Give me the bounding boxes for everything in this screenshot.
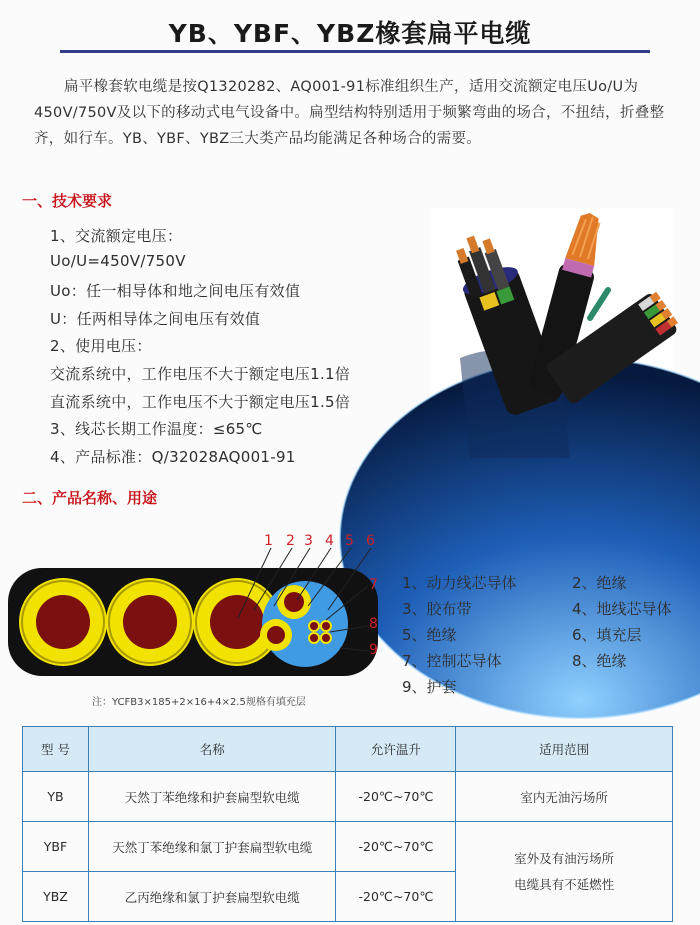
legend-item: 1、动力线芯导体 — [402, 574, 517, 592]
diagram-number: 3 — [304, 533, 313, 549]
cable-product-photo — [430, 208, 674, 458]
spec-line: 直流系统中，工作电压不大于额定电压1.5倍 — [50, 393, 351, 411]
title-rule — [60, 50, 650, 53]
power-core — [106, 578, 194, 666]
legend-item: 3、胶布带 — [402, 600, 472, 618]
legend-item: 5、绝缘 — [402, 626, 457, 644]
scope-cell: 室内无油污场所 — [456, 772, 673, 822]
spec-line: 交流系统中，工作电压不大于额定电压1.1倍 — [50, 365, 351, 383]
legend-item: 4、地线芯导体 — [572, 600, 672, 618]
model-cell: YB — [23, 772, 89, 822]
diagram-number: 8 — [369, 616, 378, 632]
spec-line: 2、使用电压： — [50, 337, 152, 355]
table-header: 名称 — [88, 727, 336, 772]
name-cell: 乙丙绝缘和氯丁护套扁型软电缆 — [88, 872, 336, 922]
table-row — [23, 772, 673, 822]
diagram-number: 7 — [369, 577, 378, 593]
spec-line: 1、交流额定电压： — [50, 227, 183, 245]
diagram-number: 4 — [325, 533, 334, 549]
legend-item: 9、护套 — [402, 678, 457, 696]
diagram-number: 6 — [366, 533, 375, 549]
diagram-note: 注：YCFB3×185+2×16+4×2.5规格有填充层 — [92, 697, 306, 708]
scope-cell — [456, 822, 673, 922]
scope-line: 室外及有油污场所 — [514, 850, 615, 866]
table-header: 型 号 — [23, 727, 89, 772]
diagram-number: 1 — [264, 533, 273, 549]
intro-paragraph: 扁平橡套软电缆是按Q1320282、AQ001-91标准组织生产，适用交流额定电压Uo/U为450V/750V及以下的移动式电气设备中。扁型结构特别适用于频繁弯曲的场合，不扭结，折叠整齐，如行车。YB、YBF、YBZ三大类产品均能满足各种场合的需要。 — [34, 79, 665, 147]
temp-cell: -20℃~70℃ — [336, 822, 456, 872]
temp-cell: -20℃~70℃ — [336, 872, 456, 922]
spec-line: Uo：任一相导体和地之间电压有效值 — [50, 282, 301, 300]
spec-line: 3、线芯长期工作温度：≤65℃ — [50, 420, 263, 438]
model-cell: YBZ — [23, 872, 89, 922]
legend-item: 8、绝缘 — [572, 652, 627, 670]
name-cell: 天然丁苯绝缘和氯丁护套扁型软电缆 — [88, 822, 336, 872]
legend-item: 2、绝缘 — [572, 574, 627, 592]
table-header-row — [23, 727, 673, 772]
diagram-number: 2 — [286, 533, 295, 549]
page-title: YB、YBF、YBZ橡套扁平电缆 — [168, 19, 532, 48]
legend-item: 6、填充层 — [572, 626, 642, 644]
spec-line: U：任两相导体之间电压有效值 — [50, 310, 261, 328]
diagram-number: 9 — [369, 642, 378, 658]
scope-line: 电缆具有不延燃性 — [514, 876, 615, 892]
model-cell: YBF — [23, 822, 89, 872]
diagram-number: 5 — [345, 533, 354, 549]
legend-item: 7、控制芯导体 — [402, 652, 502, 670]
name-cell: 天然丁苯绝缘和护套扁型软电缆 — [88, 772, 336, 822]
section-heading-usage: 二、产品名称、用途 — [22, 489, 158, 507]
spec-line: Uo/U=450V/750V — [50, 252, 186, 270]
table-header: 适用范围 — [456, 727, 673, 772]
temp-cell: -20℃~70℃ — [336, 772, 456, 822]
product-table — [22, 726, 673, 922]
section-heading-tech: 一、技术要求 — [22, 192, 113, 210]
power-core — [19, 578, 107, 666]
table-row — [23, 822, 673, 872]
spec-line: 4、产品标准：Q/32028AQ001-91 — [50, 448, 296, 466]
table-header: 允许温升 — [336, 727, 456, 772]
cable-cross-section-diagram — [8, 533, 403, 688]
